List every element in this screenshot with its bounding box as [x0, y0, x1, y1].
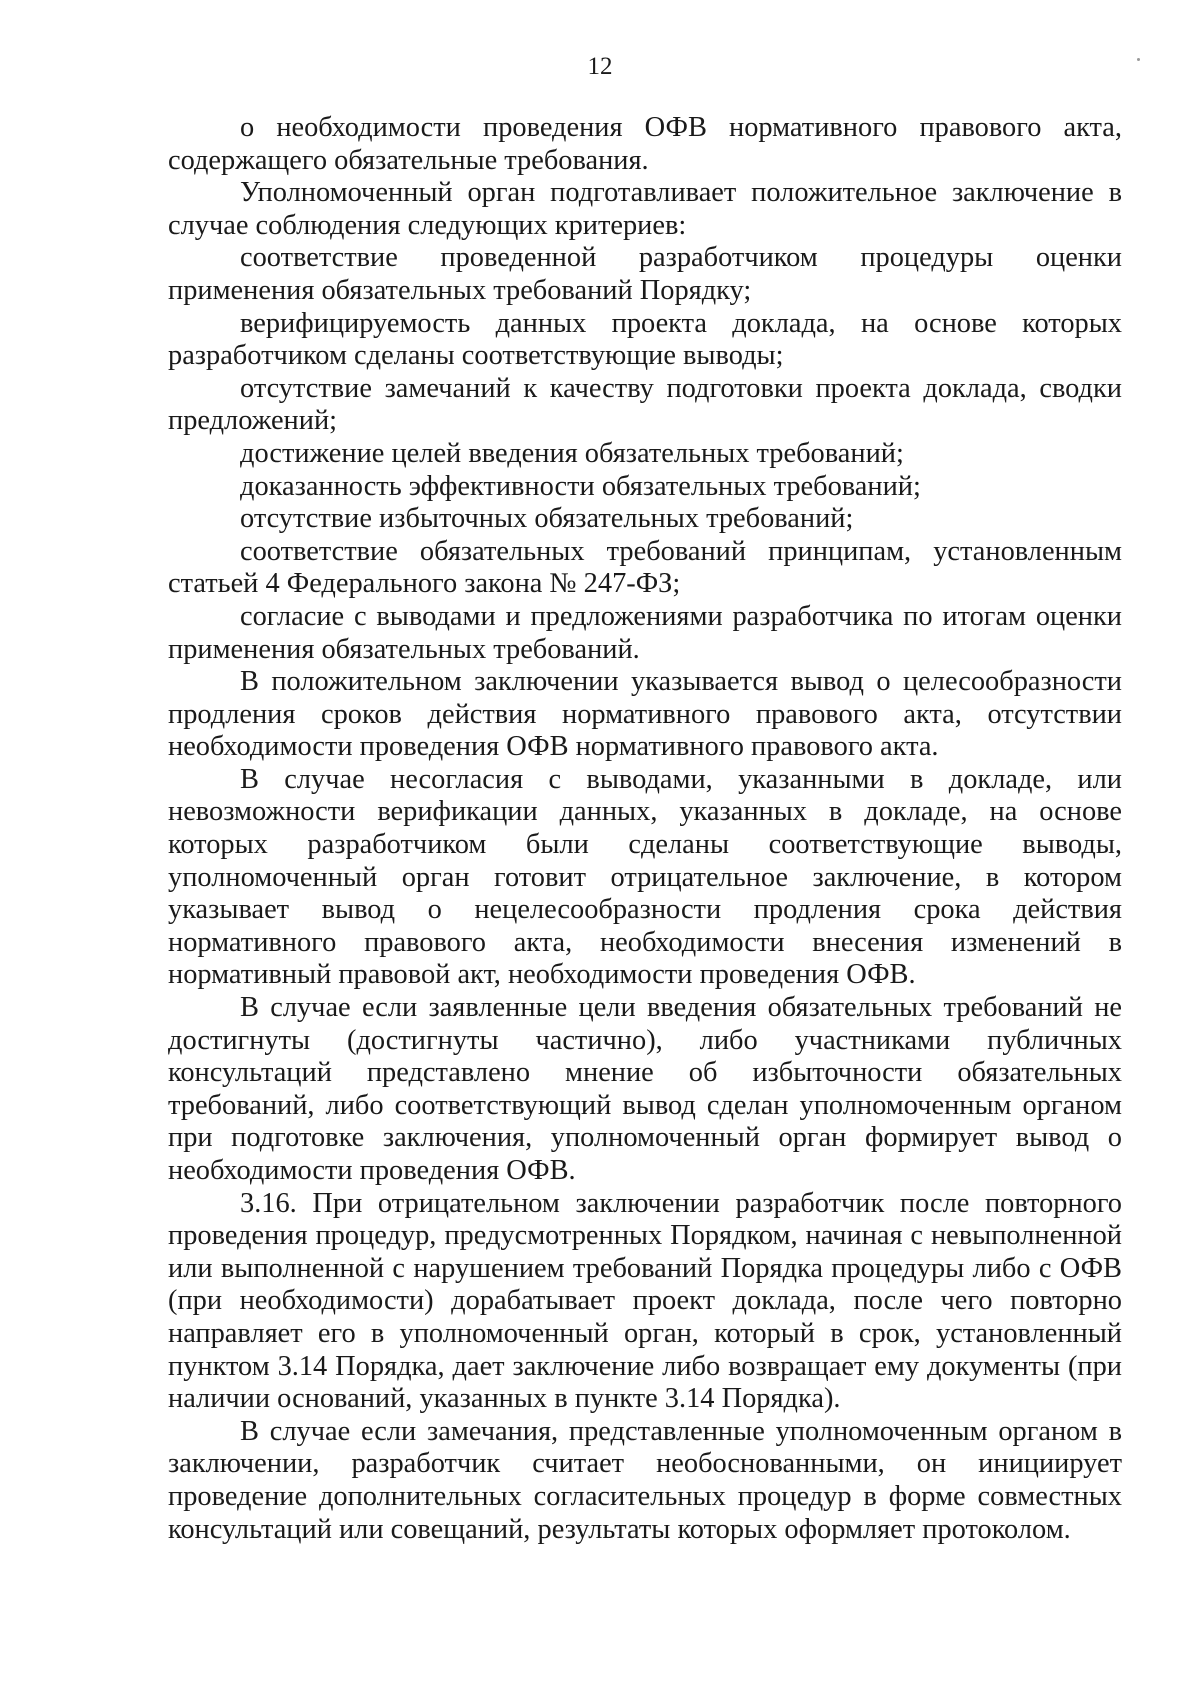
scan-dot-mark: [1137, 58, 1140, 61]
paragraph-continuation: о необходимости проведения ОФВ нормативного правового акта, содержащего обязательные требования.: [168, 112, 1122, 176]
criterion-goals-achieved: достижение целей введения обязательных требований;: [240, 437, 904, 469]
criterion-data-verifiability: верифицируемость данных проекта доклада, на основе которых разработчиком сделаны соответствующие выводы;: [168, 307, 1122, 372]
paragraph-positive-conclusion-content: В положительном заключении указывается вывод о целесообразности продления сроков действия нормативного правового акта, отсутствии необходимости проведения ОФВ нормативного правового акта.: [168, 666, 1122, 763]
page-number: 12: [587, 53, 613, 80]
criterion-procedure-compliance: соответствие проведенной разработчиком процедуры оценки применения обязательных требований Порядку;: [168, 242, 1122, 306]
paragraph-positive-conclusion-intro: Уполномоченный орган подготавливает положительное заключение в случае соблюдения следующих критериев:: [168, 177, 1122, 241]
criterion-no-excessive-requirements: отсутствие избыточных обязательных требований;: [240, 503, 854, 535]
paragraph-section-3-16: 3.16. При отрицательном заключении разработчик после повторного проведения процедур, предусмотренных Порядком, начиная с невыполненной или выполненной с нарушением требований Порядка процедуры либо с ОФВ (при необходимости) дорабатывает проект доклада, после чего повторно направляет его в уполномоченный орган, который в срок, установленный пунктом 3.14 Порядка, дает заключение либо возвращает ему документы (при наличии оснований, указанных в пункте 3.14 Порядка).: [168, 1187, 1122, 1415]
paragraph-negative-conclusion: В случае несогласия с выводами, указанными в докладе, или невозможности верификации данных, указанных в докладе, на основе которых разработчиком были сделаны соответствующие выводы, уполномоченный орган готовит отрицательное заключение, в котором указывает вывод о нецелесообразности продления срока действия нормативного правового акта, необходимости внесения изменений в нормативный правовой акт, необходимости проведения ОФВ.: [168, 763, 1122, 991]
paragraph-ofv-necessity: В случае если заявленные цели введения обязательных требований не достигнуты (достигнуты частично), либо участниками публичных консультаций представлено мнение об избыточности обязательных требований, либо соответствующий вывод сделан уполномоченным органом при подготовке заключения, уполномоченный орган формирует вывод о необходимости проведения ОФВ.: [168, 992, 1122, 1186]
criterion-effectiveness-proven: доказанность эффективности обязательных требований;: [240, 470, 921, 502]
criterion-no-remarks: отсутствие замечаний к качеству подготовки проекта доклада, сводки предложений;: [168, 372, 1122, 437]
paragraph-disagreement-procedures: В случае если замечания, представленные уполномоченным органом в заключении, разработчик считает необоснованными, он инициирует проведение дополнительных согласительных процедур в форме совместных консультаций или совещаний, результаты которых оформляет протоколом.: [168, 1415, 1122, 1545]
criterion-principles-compliance: соответствие обязательных требований принципам, установленным статьей 4 Федерального закона № 247-ФЗ;: [168, 535, 1122, 600]
criterion-agreement-with-conclusions: согласие с выводами и предложениями разработчика по итогам оценки применения обязательных требований.: [168, 600, 1122, 665]
document-body: [168, 112, 1122, 1546]
